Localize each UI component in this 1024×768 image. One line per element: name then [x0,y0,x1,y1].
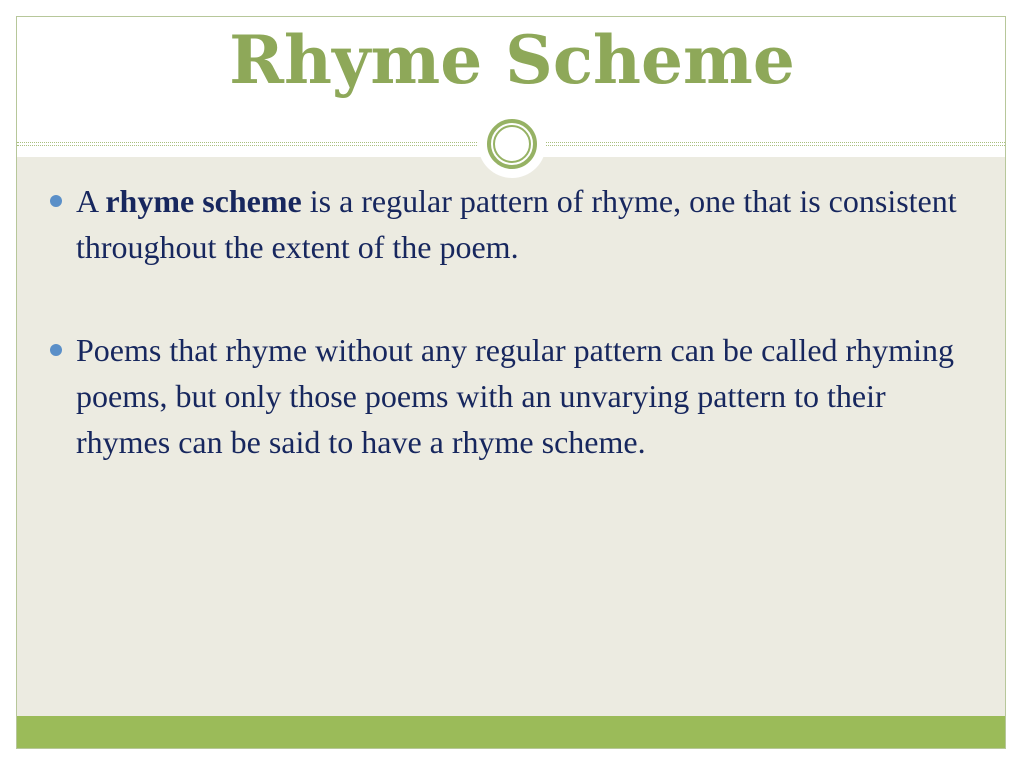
footer-bar [17,716,1005,748]
bullet-text: Poems that rhyme without any regular pattern can be called rhyming poems, but only those poems with an unvarying pattern to their rhymes can be said to have a rhyme scheme. [76,332,954,460]
bullet-list [48,178,983,522]
inner-circle-icon [493,125,531,163]
bullet-icon [50,195,62,207]
bullet-text-emphasis: rhyme scheme [105,183,302,219]
bullet-text-suffix: is a regular pattern of rhyme, one that is consistent throughout the extent of the poem. [76,183,957,265]
bullet-icon [50,344,62,356]
slide-title: Rhyme Scheme [229,21,795,99]
bullet-item-definition [48,178,983,270]
bullet-text-prefix: A [76,183,106,219]
bullet-item-explanation [48,327,983,465]
